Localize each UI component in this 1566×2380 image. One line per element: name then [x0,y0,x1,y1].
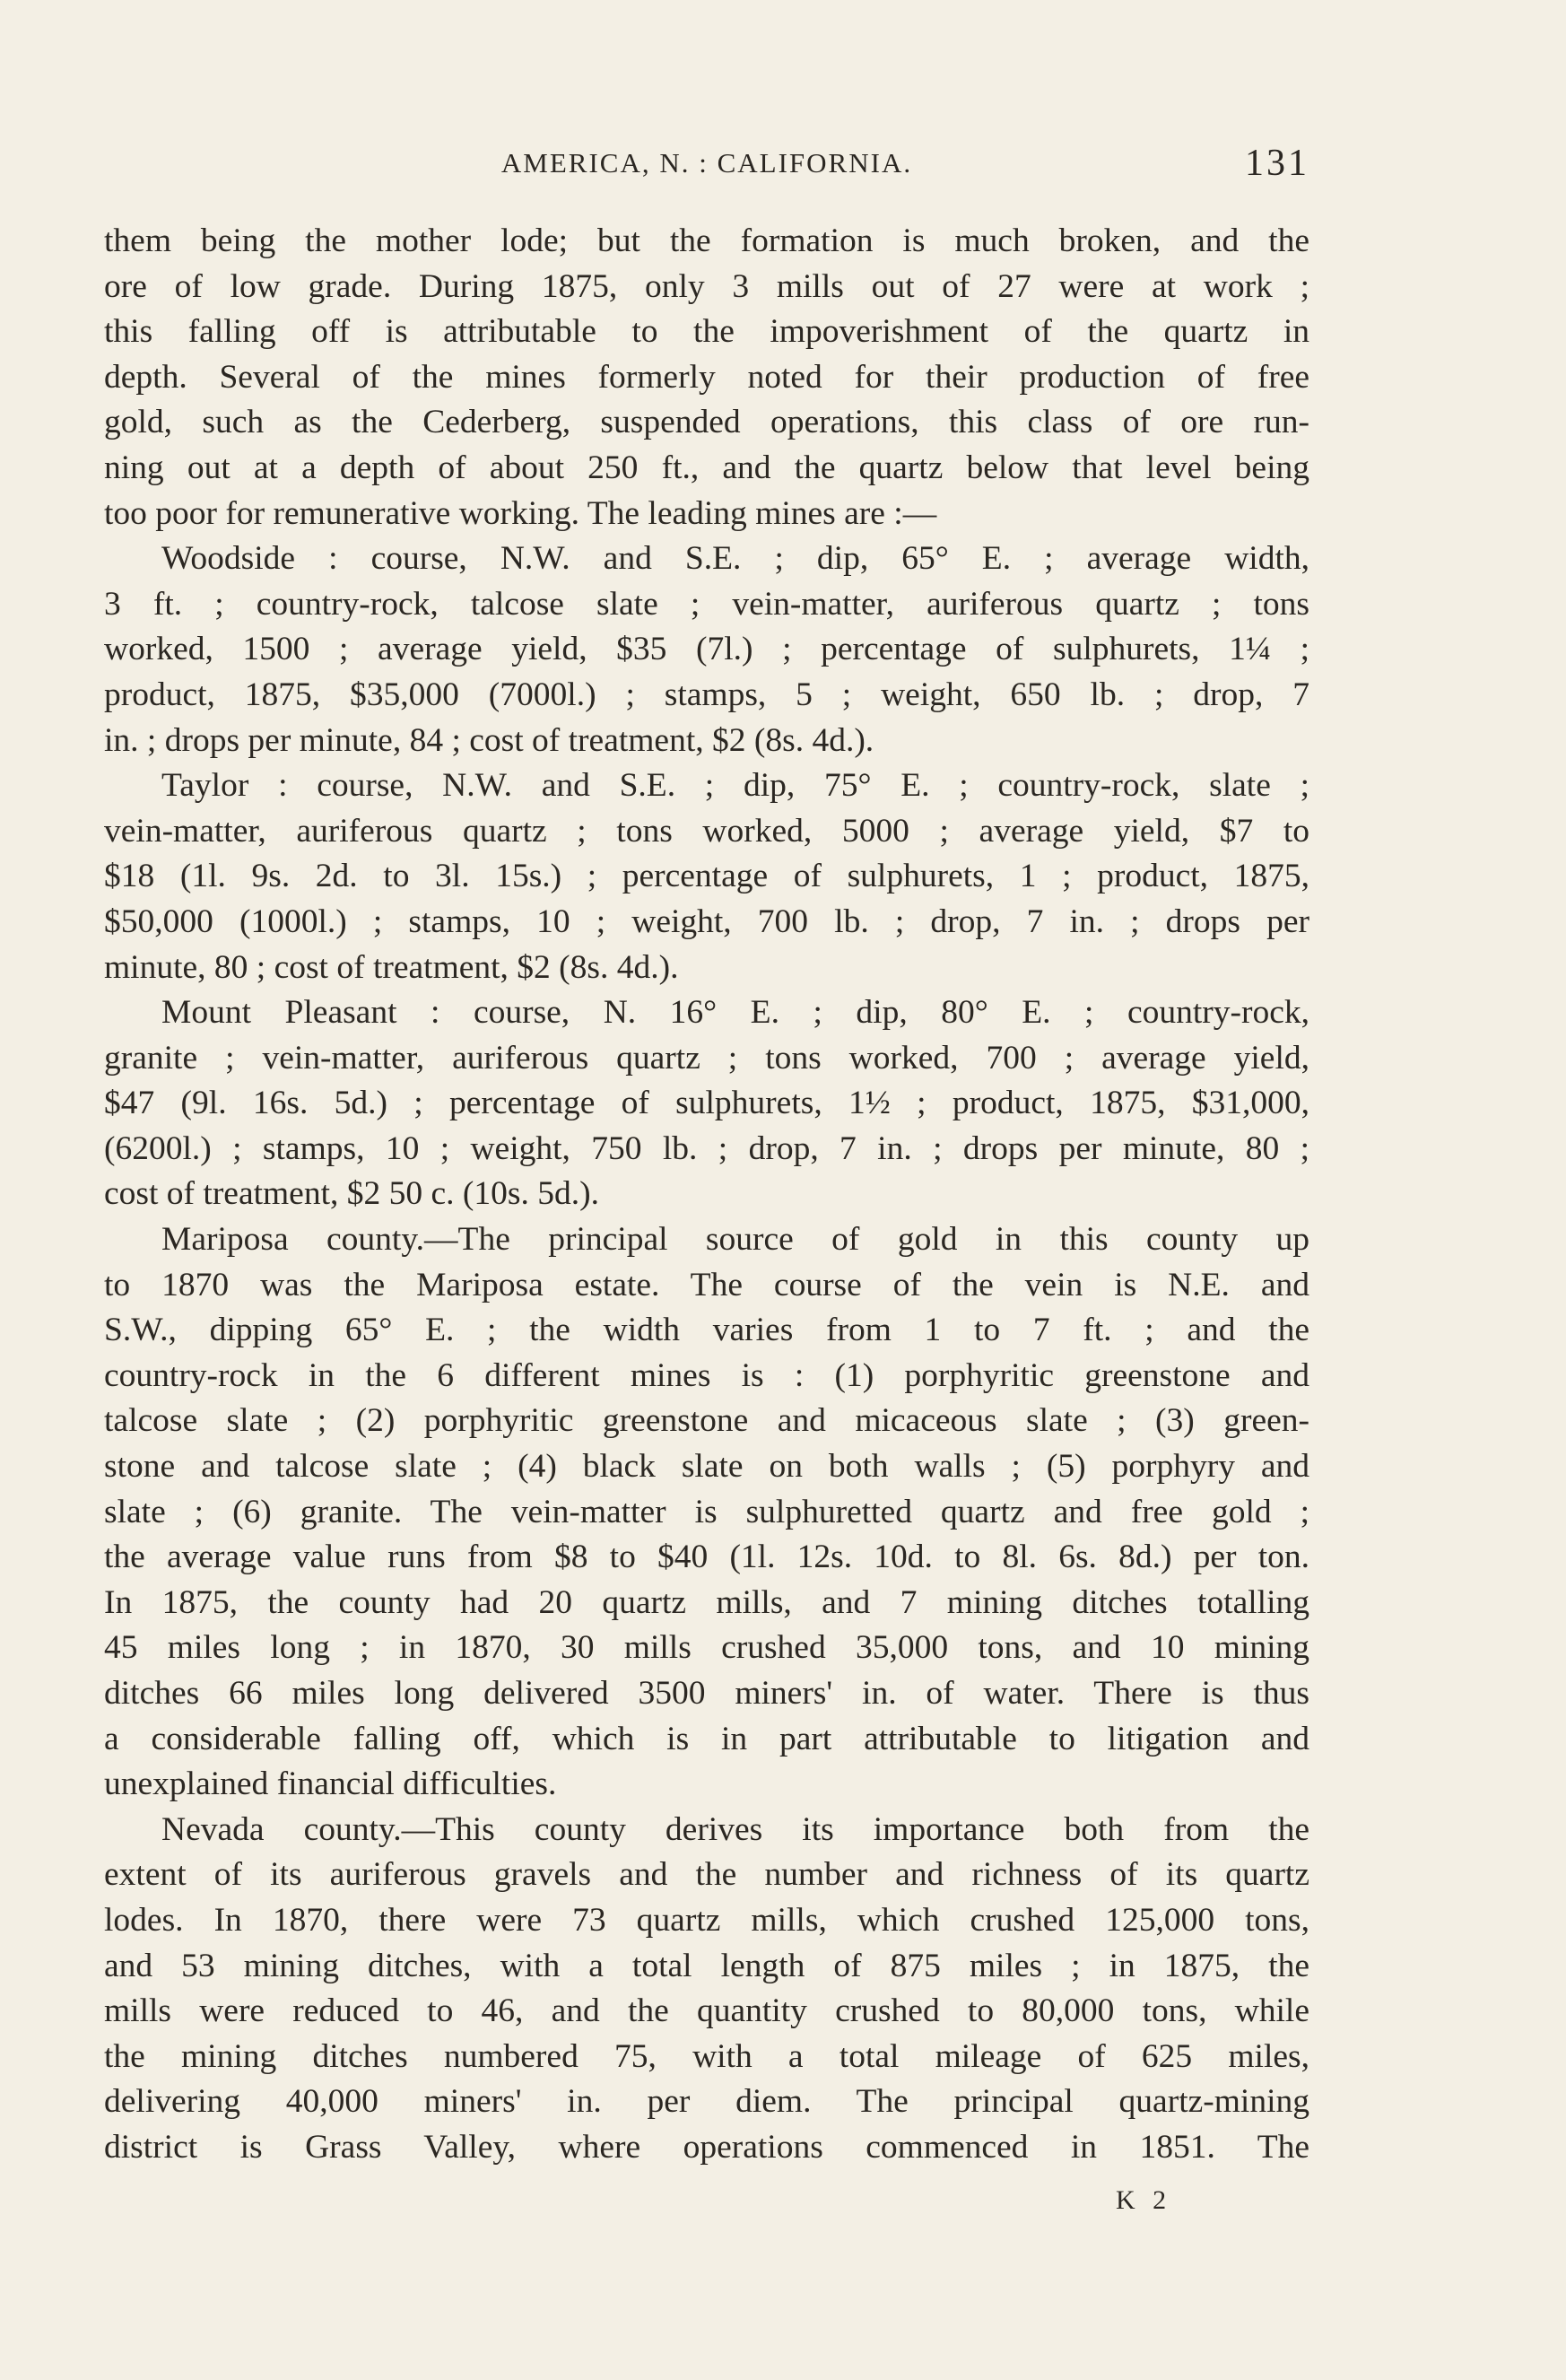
text-line: S.W., dipping 65° E. ; the width varies from 1 to 7 ft. ; and the [104,1312,1309,1349]
text-line: talcose slate ; (2) porphyritic greenstone and micaceous slate ; (3) green- [104,1402,1309,1440]
text-line: country-rock in the 6 different mines is : (1) porphyritic greenstone and [104,1356,1309,1394]
text-line: $47 (9l. 16s. 5d.) ; percentage of sulphurets, 1½ ; product, 1875, $31,000, [104,1085,1309,1122]
text-line: 3 ft. ; country-rock, talcose slate ; vein-matter, auriferous quartz ; tons [104,585,1309,623]
text-line: unexplained financial difficulties. [104,1765,557,1803]
text-line: granite ; vein-matter, auriferous quartz ; tons worked, 700 ; average yield, [104,1039,1309,1077]
text-line: cost of treatment, $2 50 c. (10s. 5d.). [104,1175,599,1213]
page-header [104,142,1309,187]
text-line: district is Grass Valley, where operations commenced in 1851. The [104,2128,1309,2166]
text-line: lodes. In 1870, there were 73 quartz mills, which crushed 125,000 tons, [104,1901,1309,1939]
text-line: them being the mother lode; but the formation is much broken, and the [104,222,1309,259]
text-line: gold, such as the Cederberg, suspended operations, this class of ore run- [104,404,1309,441]
text-line: stone and talcose slate ; (4) black slate on both walls ; (5) porphyry and [104,1448,1309,1486]
text-line: this falling off is attributable to the impoverishment of the quartz in [104,313,1309,351]
text-line: worked, 1500 ; average yield, $35 (7l.) ; percentage of sulphurets, 1¼ ; [104,631,1309,668]
text-line: to 1870 was the Mariposa estate. The course of the vein is N.E. and [104,1266,1309,1303]
text-line: vein-matter, auriferous quartz ; tons worked, 5000 ; average yield, $7 to [104,812,1309,850]
text-line: 45 miles long ; in 1870, 30 mills crushed 35,000 tons, and 10 mining [104,1629,1309,1667]
text-line: ning out at a depth of about 250 ft., and the quartz below that level being [104,449,1309,486]
text-line: minute, 80 ; cost of treatment, $2 (8s. 4d.). [104,948,679,986]
text-line: Nevada county.—This county derives its importance both from the [161,1810,1309,1848]
text-line: Woodside : course, N.W. and S.E. ; dip, 65° E. ; average width, [161,540,1309,578]
text-line: in. ; drops per minute, 84 ; cost of treatment, $2 (8s. 4d.). [104,721,874,759]
signature-mark: K 2 [1116,2185,1172,2215]
text-line: the mining ditches numbered 75, with a total mileage of 625 miles, [104,2037,1309,2075]
text-line: a considerable falling off, which is in part attributable to litigation and [104,1720,1309,1757]
text-line: too poor for remunerative working. The leading mines are :— [104,494,937,532]
text-line: slate ; (6) granite. The vein-matter is sulphuretted quartz and free gold ; [104,1493,1309,1530]
text-line: product, 1875, $35,000 (7000l.) ; stamps, 5 ; weight, 650 lb. ; drop, 7 [104,676,1309,713]
text-line: Mariposa county.—The principal source of gold in this county up [161,1221,1309,1259]
text-line: $50,000 (1000l.) ; stamps, 10 ; weight, 700 lb. ; drop, 7 in. ; drops per [104,902,1309,940]
text-line: $18 (1l. 9s. 2d. to 3l. 15s.) ; percentage of sulphurets, 1 ; product, 1875, [104,858,1309,895]
text-line: delivering 40,000 miners' in. per diem. The principal quartz-mining [104,2083,1309,2121]
running-head: AMERICA, N. : CALIFORNIA. [500,147,913,179]
page-number: 131 [1245,143,1309,184]
text-line: ditches 66 miles long delivered 3500 miners' in. of water. There is thus [104,1675,1309,1712]
text-line: the average value runs from $8 to $40 (1l. 12s. 10d. to 8l. 6s. 8d.) per ton. [104,1539,1309,1576]
text-line: extent of its auriferous gravels and the number and richness of its quartz [104,1856,1309,1894]
text-line: mills were reduced to 46, and the quantity crushed to 80,000 tons, while [104,1992,1309,2030]
text-line: and 53 mining ditches, with a total length of 875 miles ; in 1875, the [104,1947,1309,1984]
text-line: (6200l.) ; stamps, 10 ; weight, 750 lb. ; drop, 7 in. ; drops per minute, 80 ; [104,1129,1309,1167]
text-line: Taylor : course, N.W. and S.E. ; dip, 75° E. ; country-rock, slate ; [161,767,1309,805]
text-line: Mount Pleasant : course, N. 16° E. ; dip, 80° E. ; country-rock, [161,994,1309,1032]
text-line: ore of low grade. During 1875, only 3 mills out of 27 were at work ; [104,267,1309,305]
text-line: depth. Several of the mines formerly noted for their production of free [104,358,1309,396]
body-text [104,219,1309,2171]
text-line: In 1875, the county had 20 quartz mills, and 7 mining ditches totalling [104,1583,1309,1621]
